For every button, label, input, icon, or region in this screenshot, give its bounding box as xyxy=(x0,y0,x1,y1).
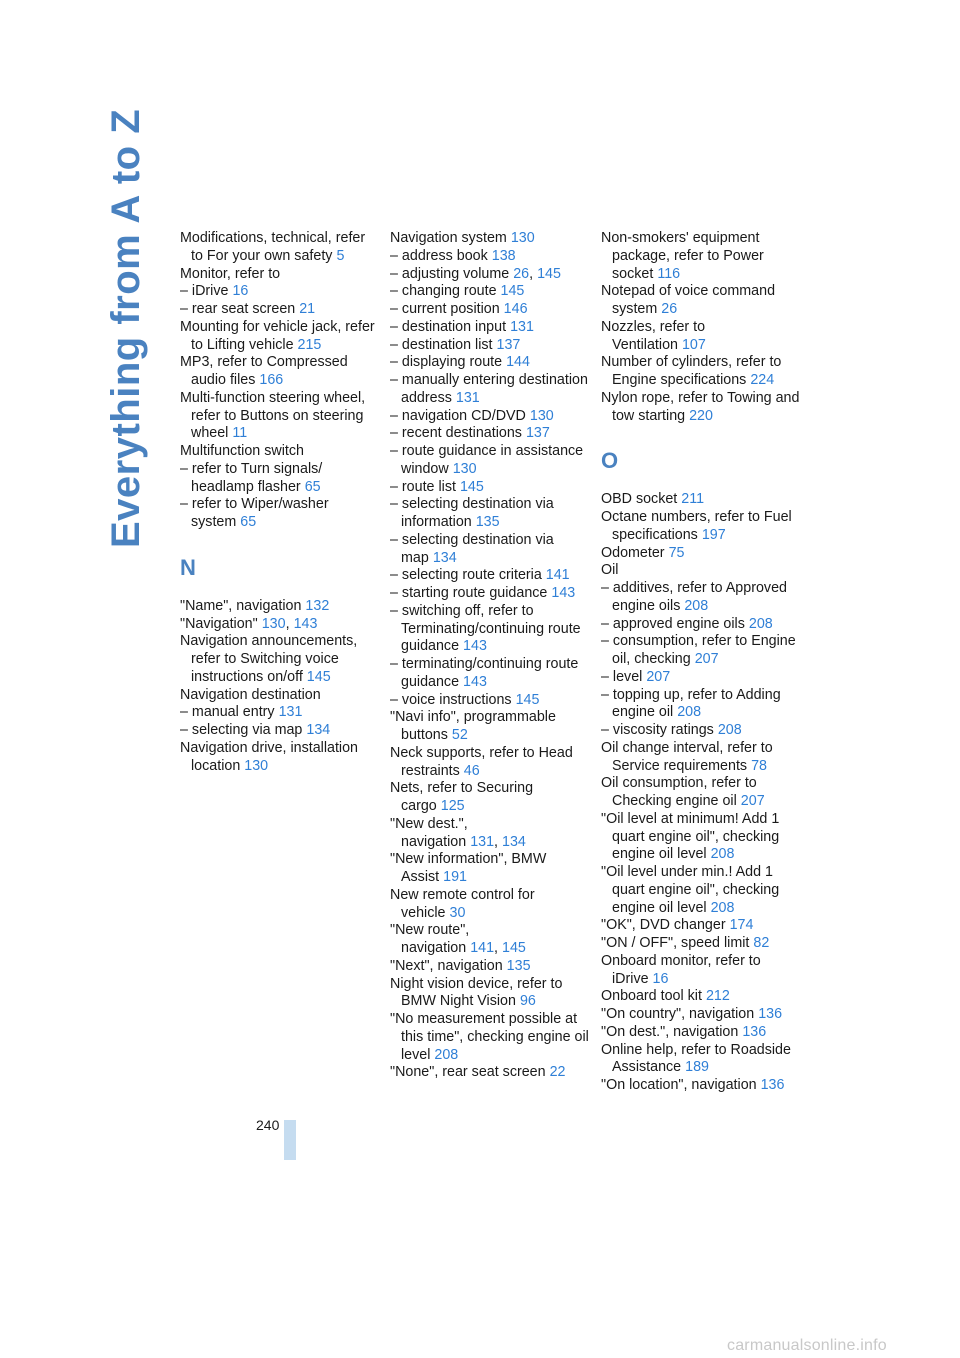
page-link[interactable]: 16 xyxy=(232,283,249,300)
index-entry xyxy=(601,775,801,811)
index-entry xyxy=(390,656,590,692)
index-term: Notepad of voice command system xyxy=(601,283,776,317)
index-term: – manually entering destination address xyxy=(390,372,588,406)
index-entry xyxy=(390,319,590,337)
index-entry xyxy=(390,443,590,479)
index-entry xyxy=(601,509,801,545)
index-entry xyxy=(601,811,801,864)
page-link[interactable]: 212 xyxy=(705,988,730,1005)
index-entry xyxy=(601,1077,801,1095)
page-link[interactable]: 5 xyxy=(336,247,345,264)
index-term: Odometer xyxy=(601,544,665,561)
index-entry xyxy=(601,545,801,563)
index-entry xyxy=(390,266,590,284)
page-link[interactable]: 22 xyxy=(549,1064,566,1081)
index-entry xyxy=(390,887,590,923)
page-link[interactable]: 26 xyxy=(513,265,530,282)
page-link[interactable]: 30 xyxy=(449,904,466,921)
page-link[interactable]: 134 xyxy=(432,549,457,566)
index-term: "Oil level under min.! Add 1 quart engine oil", checking engine oil level xyxy=(601,864,780,916)
page-link[interactable]: 211 xyxy=(681,491,705,508)
index-entry xyxy=(601,1042,801,1078)
index-term: Nozzles, refer to Ventilation xyxy=(601,318,706,353)
page-link[interactable]: 208 xyxy=(717,722,742,738)
index-entry xyxy=(601,669,801,687)
index-term: – iDrive xyxy=(180,283,229,300)
page-link[interactable]: 134 xyxy=(306,722,331,738)
index-entry xyxy=(180,461,380,497)
index-entry xyxy=(601,616,801,634)
index-entry xyxy=(180,616,380,634)
page-link[interactable]: 131 xyxy=(470,833,495,850)
index-entry xyxy=(390,408,590,426)
index-entry xyxy=(180,390,380,443)
page-link[interactable]: 141 xyxy=(545,567,570,584)
page-link[interactable]: 145 xyxy=(459,478,484,495)
page-link[interactable]: 220 xyxy=(689,407,713,424)
page-link[interactable]: 125 xyxy=(440,798,465,814)
index-entry xyxy=(180,230,380,266)
index-entry xyxy=(180,283,380,301)
index-term: – route guidance in assistance window xyxy=(390,443,584,477)
index-term: "Navi info", programmable buttons xyxy=(390,709,556,743)
index-term: Navigation destination xyxy=(180,686,321,703)
index-entry xyxy=(601,722,801,740)
index-term: "On location", navigation xyxy=(601,1077,757,1093)
page-link[interactable]: 145 xyxy=(502,940,526,956)
index-entry xyxy=(180,301,380,319)
page-number: 240 xyxy=(256,1117,280,1133)
page-link[interactable]: 145 xyxy=(500,283,525,300)
page-link[interactable]: 197 xyxy=(701,526,726,543)
index-entry xyxy=(390,692,590,710)
page-link[interactable]: 207 xyxy=(740,793,765,809)
index-term: "New route", navigation xyxy=(390,922,470,956)
index-entry xyxy=(180,266,380,284)
index-term: MP3, refer to Compressed audio files xyxy=(180,354,348,388)
index-entry xyxy=(390,958,590,976)
index-term: – manual entry xyxy=(180,704,275,721)
page-link[interactable]: 131 xyxy=(455,389,480,406)
index-term: – voice instructions xyxy=(390,691,512,708)
index-entry xyxy=(601,740,801,776)
index-term: "Name", navigation xyxy=(180,597,302,614)
index-entry xyxy=(601,1006,801,1024)
index-entry xyxy=(601,580,801,616)
page-link[interactable]: 207 xyxy=(694,651,719,667)
page-link[interactable]: 146 xyxy=(503,301,528,317)
index-term: – adjusting volume xyxy=(390,265,510,282)
index-term: – selecting via map xyxy=(180,722,303,738)
index-term: Number of cylinders, refer to Engine specifications xyxy=(601,354,782,388)
page-link[interactable]: 107 xyxy=(681,336,706,353)
page-link[interactable]: 143 xyxy=(293,615,318,632)
index-entry xyxy=(390,1011,590,1064)
page-link[interactable]: 141 xyxy=(470,940,495,956)
page-link[interactable]: 215 xyxy=(297,336,322,353)
index-term: "ON / OFF", speed limit xyxy=(601,935,750,951)
index-entry xyxy=(601,988,801,1006)
page-link[interactable]: 135 xyxy=(475,514,500,530)
index-term: Modifications, technical, refer to For your own safety xyxy=(180,230,366,264)
page-link[interactable]: 138 xyxy=(491,247,516,264)
index-entry xyxy=(180,443,380,461)
index-term: – changing route xyxy=(390,283,497,300)
index-entry xyxy=(390,922,590,958)
index-entry xyxy=(390,603,590,656)
index-entry xyxy=(180,687,380,705)
index-term: – recent destinations xyxy=(390,425,522,442)
page-link[interactable]: 26 xyxy=(661,301,678,317)
page-link[interactable]: 130 xyxy=(261,615,286,632)
index-entry xyxy=(390,301,590,319)
index-entry xyxy=(601,230,801,283)
page-separator: , xyxy=(529,265,534,282)
index-entry xyxy=(390,337,590,355)
page-link[interactable]: 130 xyxy=(244,757,269,774)
page-separator: , xyxy=(494,833,499,850)
index-entry xyxy=(390,1064,590,1082)
page-link[interactable]: 46 xyxy=(463,762,480,779)
index-term: Navigation announcements, refer to Switching voice instructions on/off xyxy=(180,633,358,685)
index-term: New remote control for vehicle xyxy=(390,886,535,921)
index-term: Navigation drive, installation location xyxy=(180,739,359,774)
page-link[interactable]: 208 xyxy=(677,704,702,721)
index-term: – address book xyxy=(390,247,488,264)
index-term: – viscosity ratings xyxy=(601,722,714,738)
index-term: OBD socket xyxy=(601,491,678,508)
index-term: "Navigation" xyxy=(180,615,258,632)
index-entry xyxy=(601,283,801,319)
index-term: Nylon rope, refer to Towing and tow starting xyxy=(601,389,800,424)
index-term: "On country", navigation xyxy=(601,1006,755,1022)
index-entry xyxy=(180,740,380,776)
index-entry xyxy=(180,598,380,616)
index-entry xyxy=(390,354,590,372)
index-term: "OK", DVD changer xyxy=(601,917,726,934)
index-entry xyxy=(601,1024,801,1042)
page-link[interactable]: 78 xyxy=(751,757,767,774)
index-term: – destination input xyxy=(390,318,507,335)
index-entry xyxy=(601,687,801,723)
index-term: – refer to Turn signals/ headlamp flasher xyxy=(180,460,323,495)
page-link[interactable]: 208 xyxy=(710,846,735,863)
index-entry xyxy=(601,953,801,989)
index-term: Multi-function steering wheel, refer to Buttons on steering wheel xyxy=(180,389,366,442)
index-term: "No measurement possible at this time", checking engine oil level xyxy=(390,1011,589,1063)
page-link[interactable]: 75 xyxy=(668,544,685,561)
index-entry xyxy=(390,585,590,603)
index-term: – consumption, refer to Engine oil, checking xyxy=(601,633,796,667)
index-entry xyxy=(390,283,590,301)
page-link[interactable]: 137 xyxy=(496,336,521,353)
index-term: Navigation system xyxy=(390,230,507,246)
index-entry xyxy=(390,479,590,497)
index-entry xyxy=(390,248,590,266)
page-link[interactable]: 65 xyxy=(240,514,257,530)
index-term: – navigation CD/DVD xyxy=(390,407,526,424)
page-link[interactable]: 137 xyxy=(525,425,550,442)
index-term: – starting route guidance xyxy=(390,585,548,601)
index-term: – terminating/continuing route guidance xyxy=(390,656,579,690)
index-term: Octane numbers, refer to Fuel specifications xyxy=(601,509,792,543)
page-link[interactable]: 16 xyxy=(652,970,669,987)
page-link[interactable]: 21 xyxy=(299,301,316,317)
index-entry xyxy=(601,562,801,580)
page-link[interactable]: 136 xyxy=(760,1077,785,1093)
index-term: Oil consumption, refer to Checking engine oil xyxy=(601,775,757,809)
index-term: – route list xyxy=(390,478,456,495)
page-link[interactable]: 166 xyxy=(259,372,284,388)
page-link[interactable]: 65 xyxy=(304,478,321,495)
watermark: carmanualsonline.info xyxy=(727,1337,887,1354)
index-entry xyxy=(601,864,801,917)
index-entry xyxy=(601,917,801,935)
section-letter: N xyxy=(180,554,196,580)
index-entry xyxy=(601,491,801,509)
index-term: Non-smokers' equipment package, refer to Power socket xyxy=(601,230,764,282)
page-link[interactable]: 130 xyxy=(510,230,535,246)
index-term: Oil xyxy=(601,562,619,579)
page-link[interactable]: 143 xyxy=(463,673,487,690)
page-link[interactable]: 131 xyxy=(510,318,534,335)
index-entry xyxy=(180,633,380,686)
page-marker-bar xyxy=(284,1120,296,1160)
index-term: Mounting for vehicle jack, refer to Lifting vehicle xyxy=(180,318,375,353)
page-link[interactable]: 11 xyxy=(232,425,248,442)
page-link[interactable]: 131 xyxy=(278,704,303,721)
index-term: "New information", BMW Assist xyxy=(390,851,547,885)
index-entry xyxy=(390,976,590,1012)
index-term: – approved engine oils xyxy=(601,615,745,632)
page-link[interactable]: 208 xyxy=(710,899,735,916)
index-term: Onboard monitor, refer to iDrive xyxy=(601,952,761,987)
page-link[interactable]: 174 xyxy=(729,917,754,934)
index-term: Nets, refer to Securing cargo xyxy=(390,780,534,814)
index-term: Oil change interval, refer to Service requirements xyxy=(601,739,773,774)
index-entry xyxy=(180,722,380,740)
page-link[interactable]: 136 xyxy=(758,1006,783,1022)
index-term: "Next", navigation xyxy=(390,957,503,974)
page-link[interactable]: 208 xyxy=(748,615,773,632)
index-entry xyxy=(180,319,380,355)
page-link[interactable]: 208 xyxy=(434,1046,459,1063)
index-term: "On dest.", navigation xyxy=(601,1023,739,1040)
page-link[interactable]: 189 xyxy=(685,1059,709,1076)
page-link[interactable]: 136 xyxy=(742,1023,767,1040)
index-term: – topping up, refer to Adding engine oil xyxy=(601,686,781,721)
page-link[interactable]: 134 xyxy=(502,833,526,850)
page-link[interactable]: 132 xyxy=(305,597,330,614)
index-term: "New dest.", navigation xyxy=(390,815,468,850)
index-term: – selecting destination via information xyxy=(390,496,554,530)
page-link[interactable]: 116 xyxy=(657,265,681,282)
index-entry xyxy=(390,709,590,745)
side-title-text: Everything from A to Z xyxy=(104,108,148,548)
index-entry xyxy=(390,425,590,443)
index-entry xyxy=(601,633,801,669)
page-link[interactable]: 208 xyxy=(684,597,709,614)
index-entry xyxy=(180,354,380,390)
page-link[interactable]: 130 xyxy=(452,460,477,477)
index-entry xyxy=(390,567,590,585)
index-entry xyxy=(601,935,801,953)
index-term: Multifunction switch xyxy=(180,443,304,459)
page-link[interactable]: 207 xyxy=(646,668,671,685)
page-link[interactable]: 52 xyxy=(451,727,468,743)
page-link[interactable]: 145 xyxy=(515,691,540,708)
index-term: Online help, refer to Roadside Assistance xyxy=(601,1041,791,1076)
page-link[interactable]: 143 xyxy=(551,585,576,601)
index-term: – current position xyxy=(390,301,500,317)
page-link[interactable]: 144 xyxy=(506,354,530,371)
index-entry xyxy=(390,780,590,816)
page-separator: , xyxy=(285,615,290,632)
index-entry xyxy=(180,704,380,722)
index-term: Monitor, refer to xyxy=(180,265,281,282)
index-term: – selecting route criteria xyxy=(390,567,542,584)
page-link[interactable]: 82 xyxy=(753,935,770,951)
index-entry xyxy=(390,230,590,248)
index-entry xyxy=(601,319,801,355)
page-link[interactable]: 96 xyxy=(519,993,536,1010)
index-term: Neck supports, refer to Head restraints xyxy=(390,744,573,779)
index-term: – rear seat screen xyxy=(180,301,296,317)
index-term: – selecting destination via map xyxy=(390,531,554,566)
index-term: – displaying route xyxy=(390,354,503,371)
index-entry xyxy=(601,390,801,426)
index-term: – additives, refer to Approved engine oils xyxy=(601,580,787,614)
index-entry xyxy=(390,851,590,887)
index-term: – switching off, refer to Terminating/continuing route guidance xyxy=(390,602,581,655)
index-term: "None", rear seat screen xyxy=(390,1064,546,1081)
index-term: Night vision device, refer to BMW Night Vision xyxy=(390,975,563,1010)
page-separator: , xyxy=(494,940,499,956)
index-term: – destination list xyxy=(390,336,493,353)
index-entry xyxy=(390,816,590,852)
page-link[interactable]: 130 xyxy=(529,407,554,424)
index-term: Onboard tool kit xyxy=(601,988,702,1005)
index-entry xyxy=(390,496,590,532)
page-link[interactable]: 224 xyxy=(750,372,775,388)
index-entry xyxy=(180,496,380,532)
index-column-1 xyxy=(180,230,380,775)
page-link[interactable]: 191 xyxy=(443,869,467,885)
index-entry xyxy=(390,372,590,408)
index-term: "Oil level at minimum! Add 1 quart engine oil", checking engine oil level xyxy=(601,810,780,863)
index-column-2 xyxy=(390,230,590,1082)
page-link[interactable]: 143 xyxy=(463,638,487,655)
page-link[interactable]: 145 xyxy=(537,265,561,282)
index-term: – level xyxy=(601,668,643,685)
page-link[interactable]: 145 xyxy=(306,668,331,685)
page-link[interactable]: 135 xyxy=(506,957,531,974)
index-entry xyxy=(390,745,590,781)
index-entry xyxy=(601,354,801,390)
section-letter: O xyxy=(601,448,619,474)
index-column-3 xyxy=(601,230,801,1095)
index-entry xyxy=(390,532,590,568)
index-term: – refer to Wiper/washer system xyxy=(180,496,329,530)
